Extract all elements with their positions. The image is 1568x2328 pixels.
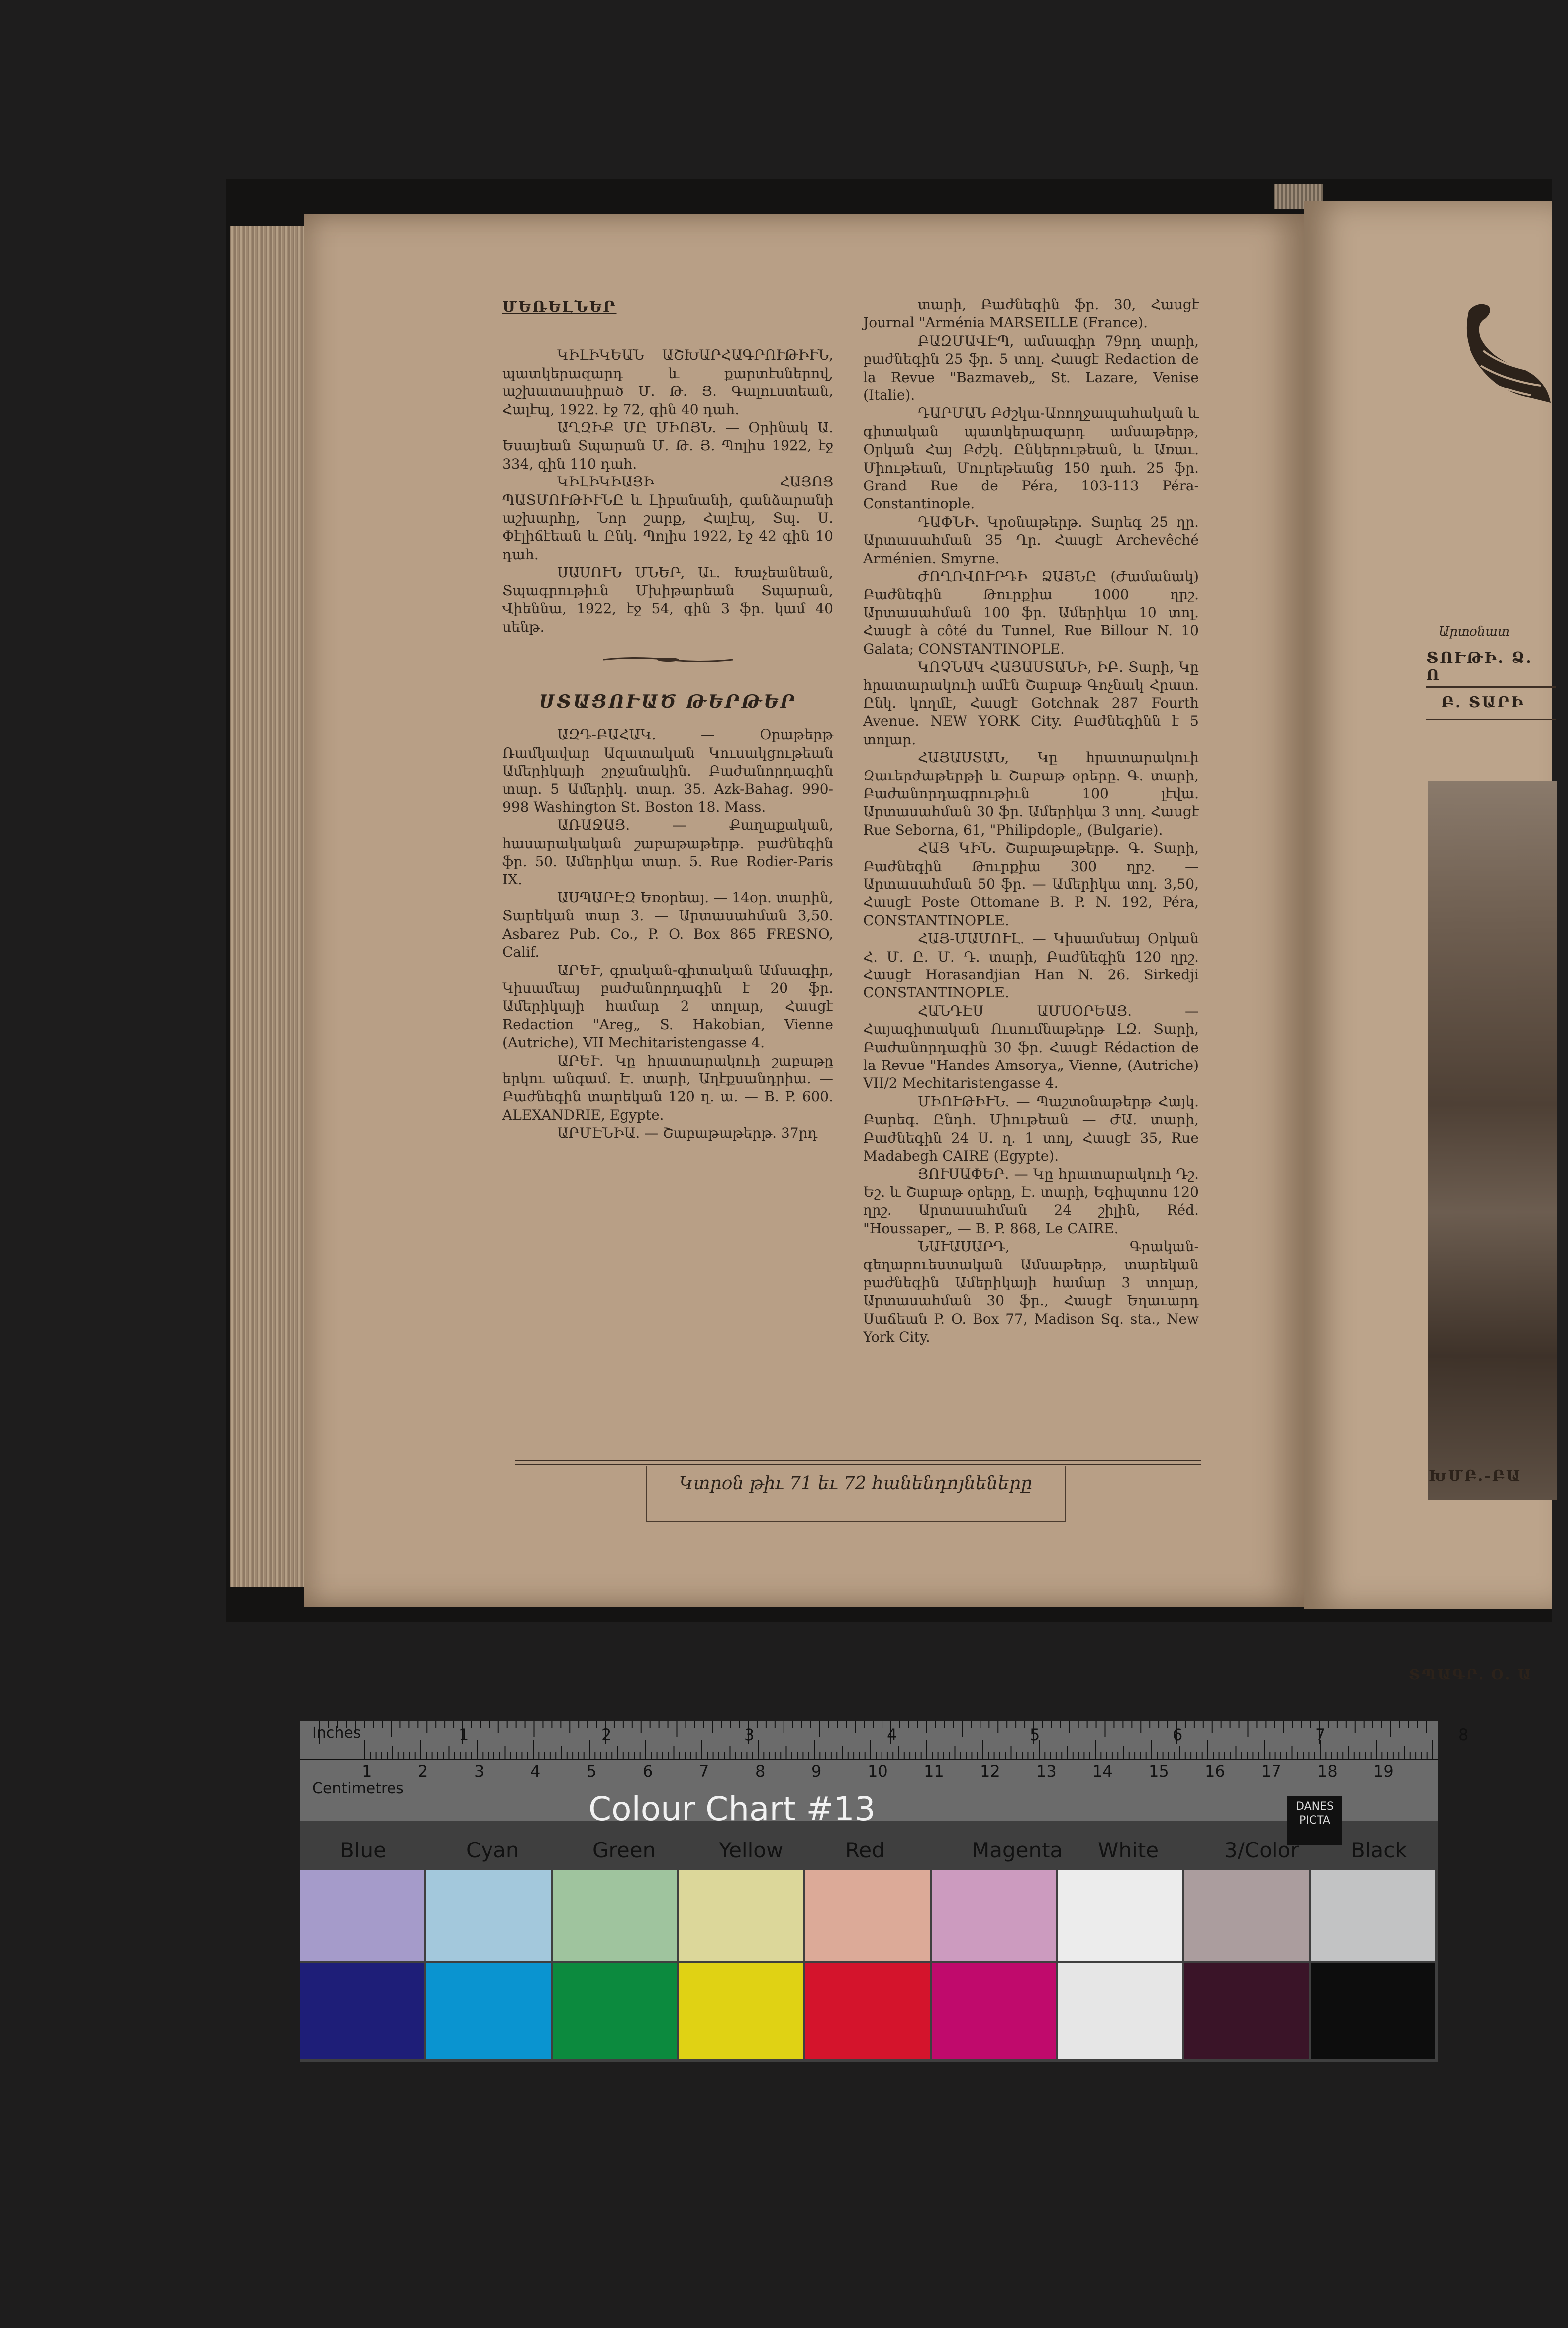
colour-patch-bottom (426, 1963, 551, 2059)
entry: ՀԱՆԴԷՍ ԱՄՍՕՐԵԱՅ. — Հայագիտական Ուսումնաթերթ ԼԶ. Տարի, Բաժանորդագին 30 ֆր. Հասցէ Rédaction de la Revue "Handes Amsorya„ Vienne, (Autriche) VII/2 Mechitaristengasse 4. (863, 1002, 1199, 1092)
entry: ՀԱՅ-ՄԱՄՈՒԼ. — Կիսամսեայ Օրկան Հ. Մ. Ը. Մ. Դ. տարի, Բաժնեգին 120 ղրշ. Հասցէ Horasandjian Han N. 26. Sirkedji CONSTANTINOPLE. (863, 930, 1199, 1001)
cm-number: 6 (643, 1762, 653, 1781)
colour-patch-top (553, 1870, 677, 1961)
colour-patch-top (426, 1870, 551, 1961)
entry: ԱՍՊԱՐԷԶ Եռօրեայ. — 14օր. տարին, Տարեկան տար 3. — Արտասահման 3,50. Asbarez Pub. Co., P. O. Box 865 FRESNO, Calif. (502, 889, 833, 961)
entry: ԱՐԵՒ, գրական-գիտական Ամսագիր, Կիսամեայ բաժանորդագին է 20 ֆր. Ամերիկայի համար 2 տոլար, Հասցէ Redaction "Areg„ S. Hakobian, Vienne (Autriche), VII Mechitaristengasse 4. (502, 962, 833, 1051)
colour-patch-bottom (553, 1963, 677, 2059)
cm-number: 15 (1149, 1762, 1169, 1781)
inch-number: 1 (459, 1725, 469, 1744)
right-page-line-4: ԽՄԲ.-ԲԱ (1429, 1467, 1522, 1485)
cm-number: 18 (1317, 1762, 1338, 1781)
entry: ՆԱՒԱՍԱՐԴ, Գրական-գեղարուեստական Ամսաթերթ, տարեկան բաժնեգին Ամերիկայի համար 3 տոլար, Արտասահման 30 ֆր., Հասցէ Եղաւարդ Սաճեան P. O. Box 77, Madison Sq. sta., New York City. (863, 1238, 1199, 1346)
chart-title: Colour Chart #13 (588, 1790, 876, 1828)
entry: ԴԱՓՆԻ. Կրօնաթերթ. Տարեգ 25 ղր. Արտասահման 35 Ղր. Հասցէ Archevêché Arménien. Smyrne. (863, 513, 1199, 567)
colour-patch-bottom (300, 1963, 424, 2059)
colour-chart (300, 1721, 1469, 2062)
cm-number: 1 (362, 1762, 372, 1781)
colour-label: Black (1351, 1838, 1407, 1862)
colour-label: Cyan (466, 1838, 519, 1862)
right-page-rule (1426, 686, 1556, 688)
cm-number: 14 (1092, 1762, 1113, 1781)
colour-patch-top (805, 1870, 930, 1961)
right-page-line-5: ՏՊԱԳՐ. Օ. Ա (1409, 1666, 1533, 1683)
entry: ԿՈՉՆԱԿ ՀԱՅԱՍՏԱՆԻ, ԻԲ. Տարի, Կը հրատարակուի ամէն Շաբաթ Գոչնակ Հրատ. Ընկ. կողմէ, Հասցէ Gotchnak 287 Fourth Avenue. NEW YORK City. Բաժնեգինն է 5 տոլար. (863, 659, 1199, 748)
entry: տարի, Բաժնեգին ֆր. 30, Հասցէ Journal "Arménia MARSEILLE (France). (863, 296, 1199, 331)
colour-label: Red (845, 1838, 885, 1862)
right-page-rule-2 (1426, 719, 1556, 720)
inch-number: 3 (744, 1725, 755, 1744)
right-page-line-1: Արտօնատ (1439, 624, 1510, 639)
entry: ՅՈՒՍԱՓԵՐ. — Կը հրատարակուի Դշ. Եշ. և Շաբաթ օրերը, Է. տարի, Եգիպտոս 120 ղրշ. Արտասահման 24 շիլին, Réd. "Houssaper„ — B. P. 868, Le CAIRE. (863, 1165, 1199, 1237)
cm-number: 5 (587, 1762, 597, 1781)
cm-number: 8 (755, 1762, 766, 1781)
brand-logo: DANES PICTA (1287, 1796, 1342, 1845)
cm-number: 9 (811, 1762, 822, 1781)
entry: ՀԱՅ ԿԻՆ. Շաբաթաթերթ. Գ. Տարի, Բաժնեգին Թուրքիա 300 ղրշ. — Արտասահման 50 ֆր. — Ամերիկա տոլ. 3,50, Հասցէ Poste Ottomane B. P. N. 192, Péra, CONSTANTINOPLE. (863, 840, 1199, 929)
entry: ԿԻԼԻԿԵԱՆ ԱՇԽԱՐՀԱԳՐՈՒԹԻՒՆ, պատկերազարդ և քարտէսներով, աշխատասիրած Մ. Թ. Յ. Գալուստեան, Հալէպ, 1922. էջ 72, գին 40 դահ. (502, 347, 833, 418)
cm-number: 12 (980, 1762, 1000, 1781)
colour-label: Blue (340, 1838, 386, 1862)
centimetres-label: Centimetres (312, 1780, 404, 1797)
bottom-rule (515, 1460, 1201, 1465)
colour-patch-bottom (679, 1963, 803, 2059)
entry: ԱՂԶԻՔ ՄԸ ՄԻՈՅՆ. — Օրինակ Ա. Եսայեան Տպարան Մ. Թ. Յ. Պոլիս 1922, էջ 334, գին 110 դահ. (502, 419, 833, 472)
entry: ՄԻՈՒԹԻՒՆ. — Պաշտօնաթերթ Հայկ. Բարեգ. Ընդհ. Միութեան — ԺԱ. տարի, Բաժնեգին 24 Ս. ղ. 1 տոլ, Հասցէ 35, Rue Madabegh CAIRE (Egypte). (863, 1093, 1199, 1164)
colour-patch-top (679, 1870, 803, 1961)
colour-patch-top (932, 1870, 1056, 1961)
page-edges (230, 226, 304, 1587)
inch-number: 8 (1458, 1725, 1469, 1744)
colour-patch-bottom (1184, 1963, 1309, 2059)
entry: ԱՐԵՒ. Կը հրատարակուի շաբաթը երկու անգամ. Է. տարի, Աղէքսանդրիա. — Բաժնեգին տարեկան 120 ղ. ա. — B. P. 600. ALEXANDRIE, Egypte. (502, 1052, 833, 1123)
cm-number: 13 (1036, 1762, 1057, 1781)
colour-patch-top (300, 1870, 424, 1961)
entry: ՀԱՅԱՍՏԱՆ, Կը հրատարակուի Զաւերժաթերթի և Շաբաթ օրերը. Գ. տարի, Բաժանորդագրութիւն 100 լէվա. Արտասահման 30 ֆր. Ամերիկա 3 տոլ. Հասցէ Rue Seborna, 61, "Philipdople„ (Bulgarie). (863, 749, 1199, 838)
cm-number: 16 (1205, 1762, 1225, 1781)
colour-label: Green (592, 1838, 656, 1862)
entry: ԿԻԼԻԿԻԱՅԻ ՀԱՅՈՑ ՊԱՏՄՈՒԹԻՒՆԸ և Լիբանանի, գանձարանի աշխարհը, Նոր շարք, Հալէպ, Տպ. Ս. Փէլիճէեան և Ընկ. Պոլիս 1922, էջ 42 գին 10 դահ. (502, 474, 833, 563)
subsection-heading: ՍՏԱՑՈՒԱԾ ԹԵՐԹԵՐ (539, 691, 797, 712)
footer-note: Կտրօն թիւ 71 եւ 72 հանենդոյնեները (646, 1466, 1066, 1522)
photograph (1428, 781, 1557, 1500)
inches-label: Inches (312, 1724, 361, 1742)
cm-number: 17 (1261, 1762, 1281, 1781)
cm-number: 7 (699, 1762, 709, 1781)
colour-patch-bottom (1311, 1963, 1435, 2059)
entry: ԱՐՄԷՆԻԱ. — Շաբաթաթերթ. 37րդ (557, 1125, 818, 1142)
cm-number: 11 (924, 1762, 944, 1781)
colour-patch-bottom (932, 1963, 1056, 2059)
colour-label: Magenta (972, 1838, 1063, 1862)
right-page (1304, 201, 1552, 1683)
inch-number: 5 (1030, 1725, 1040, 1744)
cm-number: 2 (418, 1762, 428, 1781)
right-page-line-3: Բ. ՏԱՐԻ (1441, 694, 1525, 711)
right-page-line-2: ՏՈՒԹԻ. Ձ. Ո (1426, 649, 1533, 684)
colour-patch-top (1058, 1870, 1182, 1961)
inch-number: 6 (1173, 1725, 1183, 1744)
colour-label: 3/Color (1224, 1838, 1299, 1862)
ornament-divider (603, 656, 733, 663)
entry: ԱԶԴ-ԲԱՀԱԿ. — Օրաթերթ Ռամկավար Ազատական Կուսակցութեան Ամերիկայի շրջանակին. Բաժանորդագին տար. 5 Ամերիկ. տար. 35. Azk-Bahag. 990-998 Washington St. Boston 18. Mass. (502, 726, 833, 815)
cm-number: 3 (474, 1762, 485, 1781)
cm-number: 10 (868, 1762, 888, 1781)
entry: ԴԱՐՄԱՆ Բժշկա-Առողջապահական և գիտական պատկերազարդ ամսաթերթ, Օրկան Հայ Բժշկ. Ընկերութեան, և Առաւ. Միութեան, Մուրեթեանց 150 դահ. 25 ֆր. Grand Rue de Péra, 103-113 Péra-Constantinople. (863, 405, 1199, 512)
colour-label: Yellow (719, 1838, 784, 1862)
entry: ԺՈՂՈՎՈՒՐԴԻ ՁԱՅՆԸ (Ժամանակ) Բաժնեգին Թուրքիա 1000 ղրշ. Արտասահման 100 ֆր. Ամերիկա 10 տոլ. Հասցէ à côté du Tunnel, Rue Billour N. 10 Galata; CONSTANTINOPLE. (863, 568, 1199, 657)
colour-patch-bottom (805, 1963, 930, 2059)
cm-number: 4 (530, 1762, 541, 1781)
entry: ԲԱԶՄԱՎԷՊ, ամսագիր 79րդ տարի, բաժնեգին 25 ֆր. 5 տոլ. Հասցէ Redaction de la Revue "Bazmaveb„ St. Lazare, Venise (Italie). (863, 332, 1199, 404)
peacock-illustration-icon (1439, 291, 1568, 420)
right-column (863, 296, 1199, 1347)
cm-number: 19 (1373, 1762, 1394, 1781)
inch-number: 7 (1315, 1725, 1326, 1744)
inch-number: 2 (601, 1725, 612, 1744)
colour-patch-top (1311, 1870, 1435, 1961)
colour-label: White (1098, 1838, 1159, 1862)
colour-patch-top (1184, 1870, 1309, 1961)
entry: ՍԱՍՈՒՆ ՄՆԵՐ, Աւ. Խաչեանեան, Տպագրութիւն Մխիթարեան Տպարան, Վիեննա, 1922, էջ 54, գին 3 ֆր. կամ 40 սենթ. (502, 564, 833, 635)
inch-number: 4 (887, 1725, 897, 1744)
left-column (502, 298, 833, 1143)
entry: ԱՌԱՋԱՅ. — Քաղաքական, հասարակական շաբաթաթերթ. բաժնեգին ֆր. 50. Ամերիկա տար. 5. Rue Rodier-Paris IX. (502, 817, 833, 888)
section-heading: ՄԵՌԵԼՆԵՐ (502, 298, 617, 316)
colour-patch-bottom (1058, 1963, 1182, 2059)
